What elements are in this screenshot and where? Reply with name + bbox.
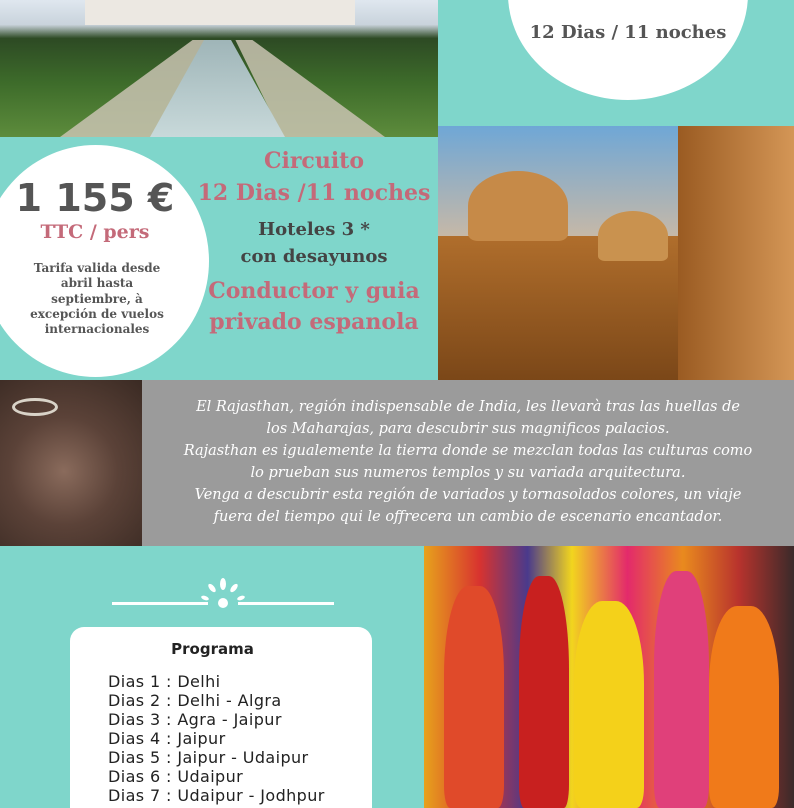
program-list (108, 672, 368, 805)
hotels-line2: con desayunos (240, 245, 388, 267)
taj-mahal-photo (0, 0, 438, 137)
description-line: los Maharajas, para descubrir sus magnificos palacios. (266, 421, 670, 438)
price-amount: 1 155 € (15, 176, 175, 220)
description-line: Venga a descubrir esta región de variados y tornasolados colores, un viaje (194, 487, 742, 504)
top-duration-text: 12 Dias / 11 noches (529, 22, 727, 43)
circuit-title: Circuito (263, 148, 365, 174)
program-day: Dias 5 : Jaipur - Udaipur (108, 748, 309, 767)
description-line: fuera del tiempo qui le offrecera un cambio de escenario encantador. (213, 509, 723, 526)
divider-right (238, 602, 334, 605)
description-line: Rajasthan es igualemente la tierra donde se mezclan todas las culturas como (183, 443, 753, 460)
women-in-saris-photo (424, 546, 794, 808)
program-day: Dias 4 : Jaipur (108, 729, 226, 748)
program-day: Dias 7 : Udaipur - Jodhpur (108, 786, 325, 805)
driver-line2: privado espanola (209, 309, 419, 336)
price-unit: TTC / pers (40, 221, 150, 243)
program-title: Programa (171, 640, 254, 658)
hotels-line1: Hoteles 3 * (258, 218, 370, 240)
description-line: lo prueban sus numeros templos y su variada arquitectura. (250, 465, 686, 482)
program-day: Dias 3 : Agra - Jaipur (108, 710, 282, 729)
duration-circle (508, 0, 748, 100)
hands-photo (0, 380, 142, 546)
circuit-summary (190, 146, 438, 338)
divider-left (112, 602, 208, 605)
description-text (150, 396, 786, 528)
jaisalmer-cenotaphs-photo (438, 126, 794, 380)
driver-line1: Conductor y guia (208, 277, 420, 304)
description-line: El Rajasthan, región indispensable de India, les llevarà tras las huellas de (196, 399, 740, 415)
price-note: Tarifa valida desde abril hasta septiembre, à excepción de vuelos internacionales (30, 261, 164, 337)
circuit-duration: 12 Dias /11 noches (197, 179, 431, 206)
program-day: Dias 2 : Delhi - Algra (108, 691, 282, 710)
program-day: Dias 6 : Udaipur (108, 767, 244, 786)
program-day: Dias 1 : Delhi (108, 672, 221, 691)
